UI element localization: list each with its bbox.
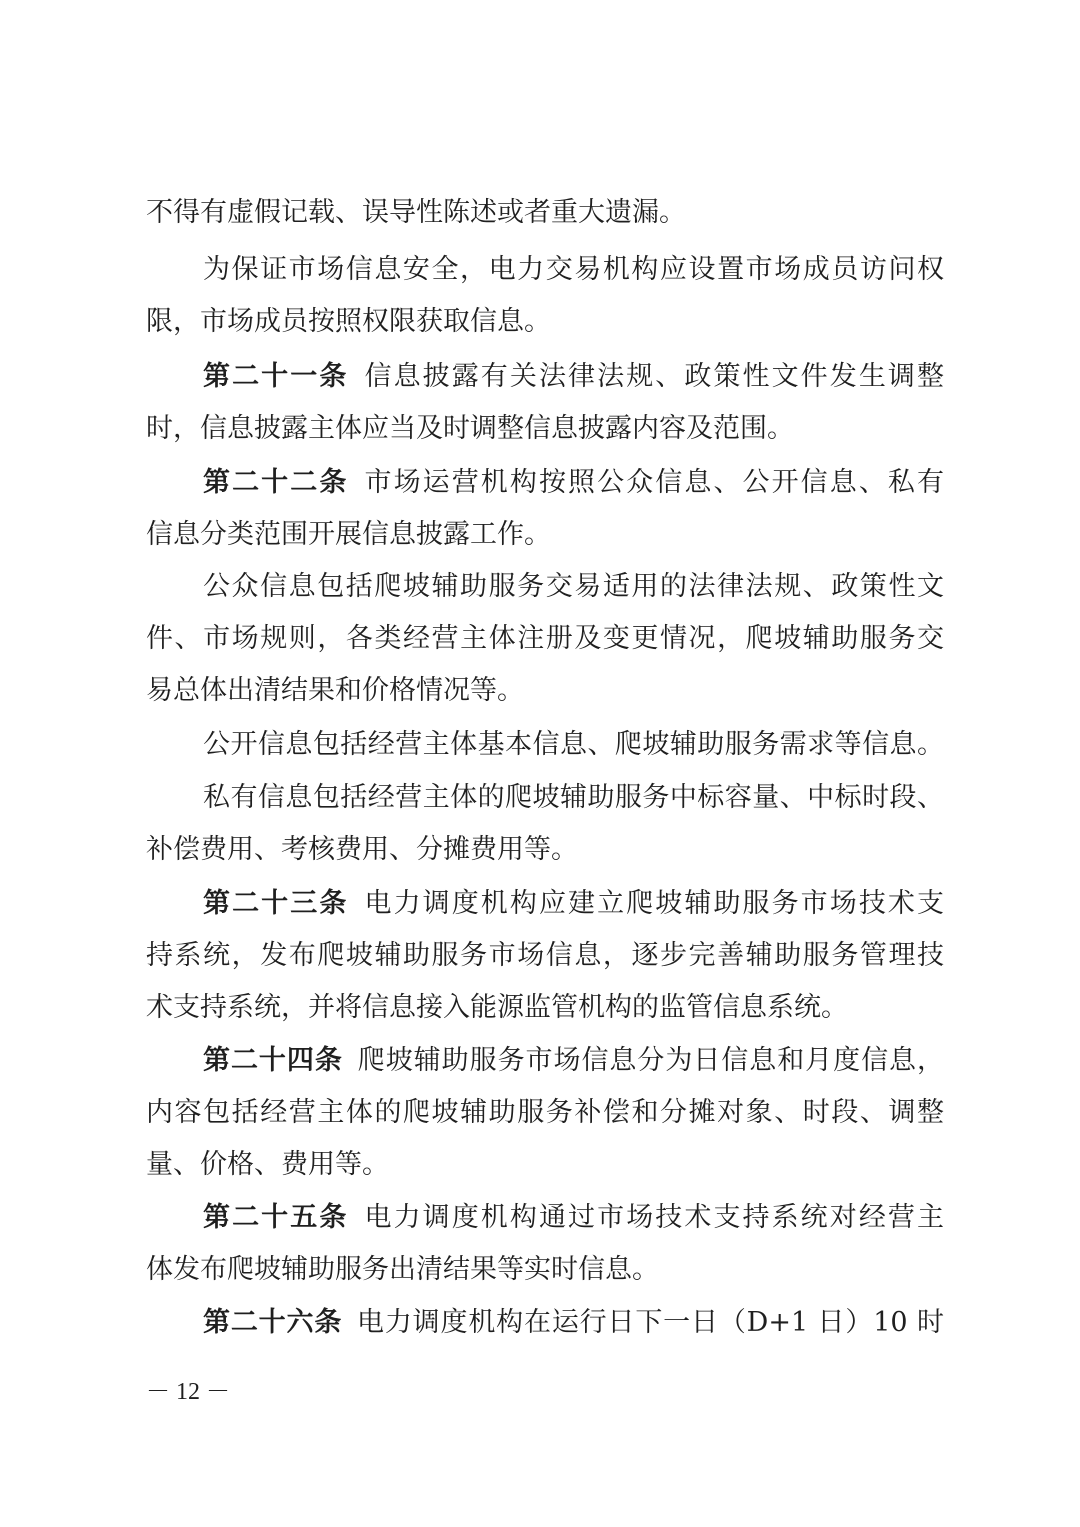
text-line: 量、价格、费用等。 — [146, 1149, 389, 1180]
article-number: 第二十五条 — [203, 1202, 349, 1233]
article-line: 第二十三条 电力调度机构应建立爬坡辅助服务市场技术支 — [203, 888, 944, 919]
text-line: 为保证市场信息安全，电力交易机构应设置市场成员访问权 — [203, 254, 944, 285]
article-number: 第二十一条 — [203, 361, 349, 392]
article-line: 第二十五条 电力调度机构通过市场技术支持系统对经营主 — [203, 1202, 944, 1233]
text-line: 公众信息包括爬坡辅助服务交易适用的法律法规、政策性文 — [203, 571, 944, 602]
text-line: 私有信息包括经营主体的爬坡辅助服务中标容量、中标时段、 — [203, 782, 944, 813]
text-line: 持系统，发布爬坡辅助服务市场信息，逐步完善辅助服务管理技 — [146, 940, 944, 971]
text-line: 时，信息披露主体应当及时调整信息披露内容及范围。 — [146, 413, 794, 444]
text-line: 限，市场成员按照权限获取信息。 — [146, 306, 551, 337]
text-line: 信息分类范围开展信息披露工作。 — [146, 519, 551, 550]
text-line: 件、市场规则，各类经营主体注册及变更情况，爬坡辅助服务交 — [146, 623, 944, 654]
article-line: 第二十六条 电力调度机构在运行日下一日（D+1 日）10 时 — [203, 1307, 944, 1338]
article-number: 第二十四条 — [203, 1045, 343, 1076]
article-number: 第二十三条 — [203, 888, 349, 919]
text-line: 内容包括经营主体的爬坡辅助服务补偿和分摊对象、时段、调整 — [146, 1097, 944, 1128]
article-number: 第二十六条 — [203, 1307, 343, 1338]
text-line: 体发布爬坡辅助服务出清结果等实时信息。 — [146, 1254, 659, 1285]
text-line: 不得有虚假记载、误导性陈述或者重大遗漏。 — [146, 197, 686, 228]
page-number: － 12 － — [146, 1379, 230, 1405]
text-line: 补偿费用、考核费用、分摊费用等。 — [146, 834, 578, 865]
text-line: 公开信息包括经营主体基本信息、爬坡辅助服务需求等信息。 — [203, 729, 944, 760]
article-number: 第二十二条 — [203, 467, 349, 498]
article-line: 第二十一条 信息披露有关法律法规、政策性文件发生调整 — [203, 361, 944, 392]
article-line: 第二十二条 市场运营机构按照公众信息、公开信息、私有 — [203, 467, 944, 498]
text-line: 术支持系统，并将信息接入能源监管机构的监管信息系统。 — [146, 992, 848, 1023]
article-line: 第二十四条 爬坡辅助服务市场信息分为日信息和月度信息， — [203, 1045, 944, 1076]
text-line: 易总体出清结果和价格情况等。 — [146, 675, 524, 706]
